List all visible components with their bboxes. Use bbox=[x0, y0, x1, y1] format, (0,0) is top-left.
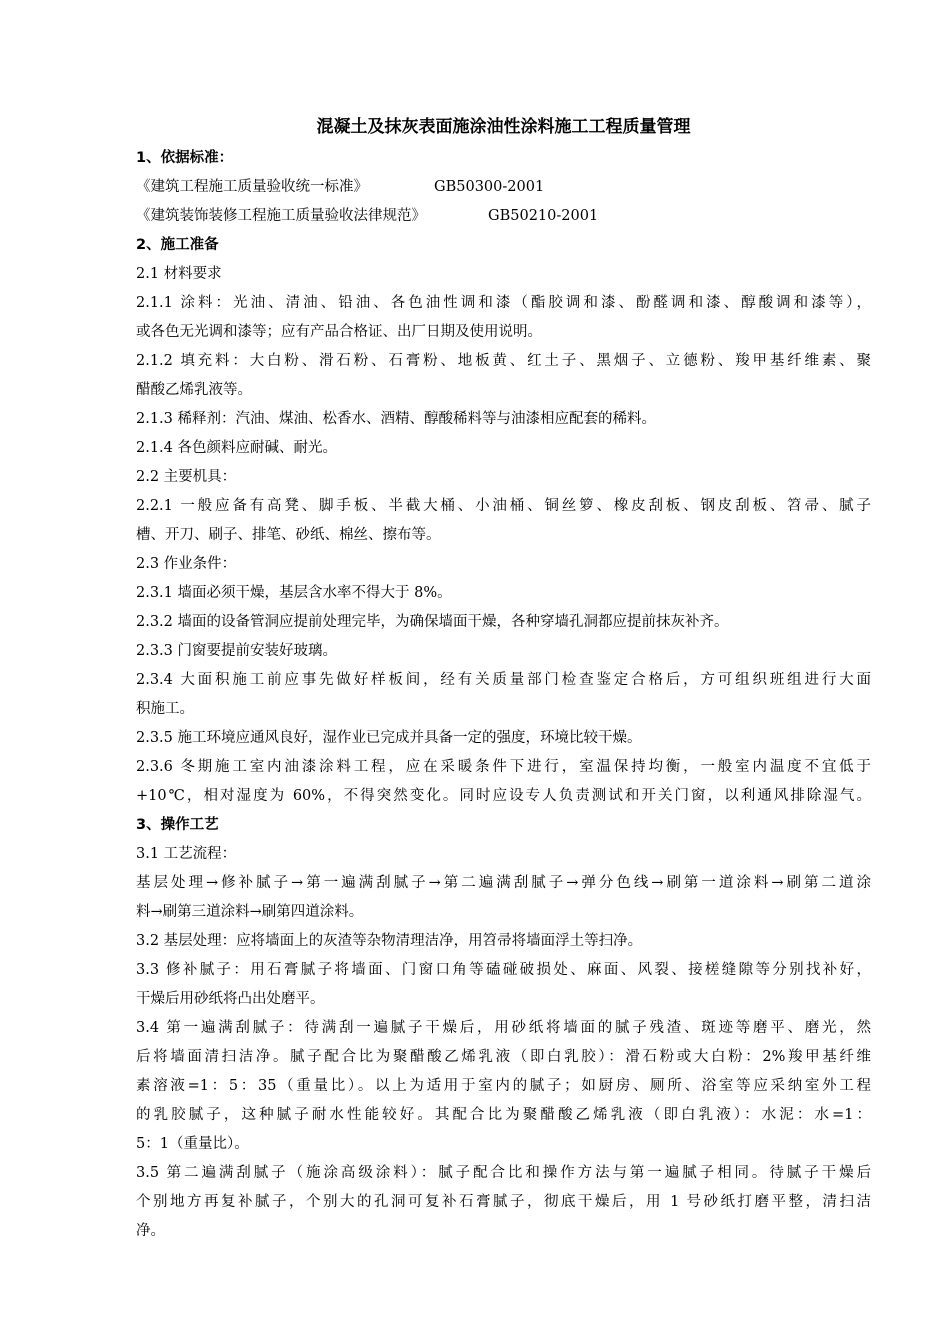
paragraph-line: 积施工。 bbox=[136, 701, 194, 717]
paragraph-line: 3.5 第二遍满刮腻子（施涂高级涂料）：腻子配合比和操作方法与第一遍腻子相同。待腻子干燥后 bbox=[136, 1165, 871, 1181]
paragraph-line: 2.1.3 稀释剂：汽油、煤油、松香水、酒精、醇酸稀料等与油漆相应配套的稀料。 bbox=[136, 411, 657, 427]
paragraph-line: 槽、开刀、刷子、排笔、砂纸、棉丝、擦布等。 bbox=[136, 527, 441, 543]
section-heading: 1、依据标准： bbox=[136, 150, 234, 166]
paragraph-line: 2.3.6 冬期施工室内油漆涂料工程，应在采暖条件下进行，室温保持均衡，一般室内温度不宜低于 bbox=[136, 759, 871, 775]
paragraph-line: 2.3.3 门窗要提前安装好玻璃。 bbox=[136, 643, 338, 659]
paragraph-line: 2.2 主要机具： bbox=[136, 469, 237, 485]
standard-name: 《建筑工程施工质量验收统一标准》 bbox=[136, 179, 368, 195]
paragraph-line: 素溶液=1：5：35（重量比）。以上为适用于室内的腻子；如厨房、厕所、浴室等应采纳室外工程 bbox=[136, 1078, 871, 1094]
paragraph-line: 2.2.1 一般应备有高凳、脚手板、半截大桶、小油桶、铜丝箩、橡皮刮板、钢皮刮板、笤帚、腻子 bbox=[136, 498, 871, 514]
paragraph-line: 2.1.2 填充料：大白粉、滑石粉、石膏粉、地板黄、红土子、黑烟子、立德粉、羧甲基纤维素、聚 bbox=[136, 353, 871, 369]
document-lines bbox=[136, 144, 871, 1246]
paragraph-line: 3.3 修补腻子：用石膏腻子将墙面、门窗口角等磕碰破损处、麻面、风裂、接槎缝隙等分别找补好， bbox=[136, 962, 871, 978]
paragraph-line: 3.1 工艺流程： bbox=[136, 846, 237, 862]
paragraph-line: 2.1 材料要求 bbox=[136, 266, 222, 282]
standard-reference bbox=[136, 202, 871, 231]
standard-reference bbox=[136, 173, 871, 202]
standard-code: GB50300-2001 bbox=[434, 179, 545, 195]
document-body bbox=[136, 110, 871, 1246]
paragraph-line: 2.1.1 涂料：光油、清油、铅油、各色油性调和漆（酯胶调和漆、酚醛调和漆、醇酸调和漆等）， bbox=[136, 295, 871, 311]
paragraph-line: +10℃，相对湿度为 60%，不得突然变化。同时应设专人负责测试和开关门窗，以利通风排除湿气。 bbox=[136, 788, 871, 804]
paragraph-line: 料→刷第三道涂料→刷第四道涂料。 bbox=[136, 904, 364, 920]
paragraph-line: 2.3.4 大面积施工前应事先做好样板间，经有关质量部门检查鉴定合格后，方可组织班组进行大面 bbox=[136, 672, 871, 688]
standard-name: 《建筑装饰装修工程施工质量验收法律规范》 bbox=[136, 208, 426, 224]
standard-code: GB50210-2001 bbox=[488, 208, 599, 224]
paragraph-line: 醋酸乙烯乳液等。 bbox=[136, 382, 252, 398]
paragraph-line: 干燥后用砂纸将凸出处磨平。 bbox=[136, 991, 325, 1007]
paragraph-line: 2.3.5 施工环境应通风良好，湿作业已完成并具备一定的强度，环境比较干燥。 bbox=[136, 730, 642, 746]
paragraph-line: 后将墙面清扫洁净。腻子配合比为聚醋酸乙烯乳液（即白乳胶）：滑石粉或大白粉：2%羧甲基纤维 bbox=[136, 1049, 871, 1065]
paragraph-line: 2.1.4 各色颜料应耐碱、耐光。 bbox=[136, 440, 338, 456]
paragraph-line: 的乳胶腻子，这种腻子耐水性能较好。其配合比为聚醋酸乙烯乳液（即白乳液）：水泥：水=1： bbox=[136, 1107, 871, 1123]
paragraph-line: 5：1（重量比）。 bbox=[136, 1136, 249, 1152]
paragraph-line: 基层处理→修补腻子→第一遍满刮腻子→第二遍满刮腻子→弹分色线→刷第一道涂料→刷第二道涂 bbox=[136, 875, 871, 891]
paragraph-line: 净。 bbox=[136, 1223, 165, 1239]
paragraph-line: 2.3.1 墙面必须干燥，基层含水率不得大于 8%。 bbox=[136, 585, 452, 601]
paragraph-line: 个别地方再复补腻子，个别大的孔洞可复补石膏腻子，彻底干燥后，用 1 号砂纸打磨平整，清扫洁 bbox=[136, 1194, 871, 1210]
section-heading: 2、施工准备 bbox=[136, 237, 219, 253]
paragraph-line: 2.3.2 墙面的设备管洞应提前处理完毕，为确保墙面干燥，各种穿墙孔洞都应提前抹灰补齐。 bbox=[136, 614, 729, 630]
paragraph-line: 2.3 作业条件： bbox=[136, 556, 237, 572]
paragraph-line: 或各色无光调和漆等；应有产品合格证、出厂日期及使用说明。 bbox=[136, 324, 542, 340]
section-heading: 3、操作工艺 bbox=[136, 817, 219, 833]
page-title: 混凝土及抹灰表面施涂油性涂料施工工程质量管理 bbox=[316, 117, 691, 137]
paragraph-line: 3.2 基层处理：应将墙面上的灰渣等杂物清理洁净，用笤帚将墙面浮土等扫净。 bbox=[136, 933, 643, 949]
paragraph-line: 3.4 第一遍满刮腻子：待满刮一遍腻子干燥后，用砂纸将墙面的腻子残渣、斑迹等磨平、磨光，然 bbox=[136, 1020, 871, 1036]
